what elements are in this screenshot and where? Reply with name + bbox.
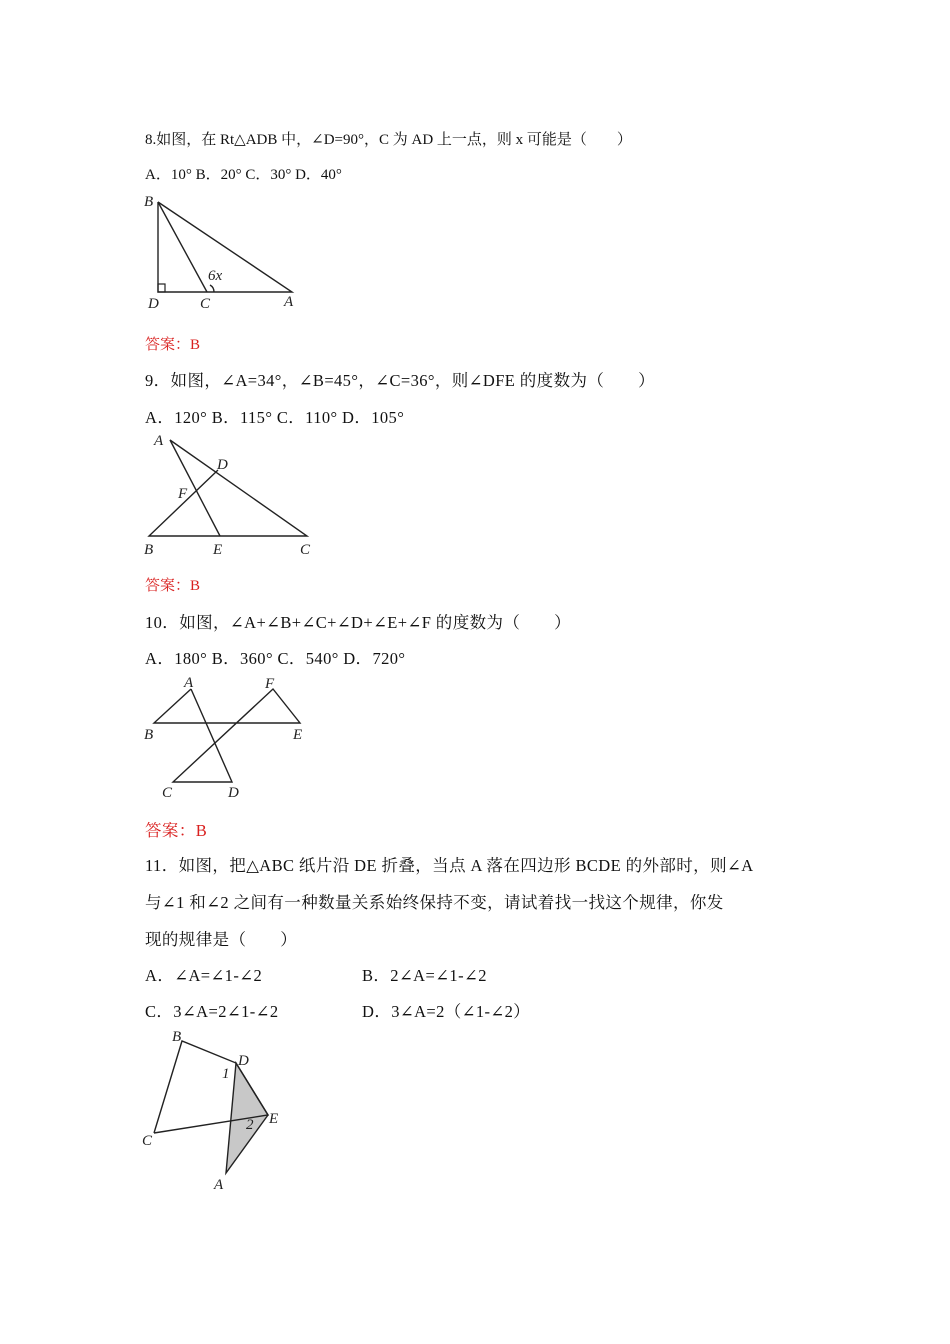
q9-label-f: F [178,486,188,502]
q9-lines-acb-bd [149,440,307,536]
q9-label-d: D [217,457,228,473]
q8-label-a: A [284,294,294,310]
q10-label-c: C [162,785,173,801]
q10-label-e: E [293,727,303,743]
q11-label-d: D [238,1053,249,1069]
q9-question: 9．如图，∠A=34°，∠B=45°，∠C=36°，则∠DFE 的度数为（ ） [145,371,655,390]
q8-label-c: C [200,296,211,312]
q11-question-line3: 现的规律是（ ） [145,930,298,949]
q10-label-d: D [228,785,239,801]
q11-option-c: C．3∠A=2∠1-∠2 [145,1002,279,1021]
q9-figure [140,428,320,563]
q9-label-e: E [213,542,223,558]
q10-figure [140,672,320,802]
q8-right-angle-mark [158,284,165,292]
q9-label-b: B [144,542,154,558]
q8-segment-bc [158,202,207,292]
q8-question: 8.如图，在 Rt△ADB 中，∠D=90°，C 为 AD 上一点，则 x 可能是（ ） [145,132,632,148]
q8-answer: 答案：B [145,337,201,353]
q11-label-e: E [269,1111,279,1127]
q10-label-b: B [144,727,154,743]
q9-label-c: C [300,542,311,558]
q8-options: A．10° B．20° C．30° D．40° [145,167,342,183]
q8-label-d: D [148,296,159,312]
q11-label-b: B [172,1029,182,1045]
q11-option-a: A．∠A=∠1-∠2 [145,966,263,985]
q9-label-a: A [154,433,164,449]
q9-answer: 答案：B [145,578,201,594]
q11-label-2: 2 [246,1117,254,1133]
q8-triangle [158,202,292,292]
q10-polyline [154,689,303,782]
q11-figure [140,1025,300,1195]
q10-question: 10．如图，∠A+∠B+∠C+∠D+∠E+∠F 的度数为（ ） [145,613,572,632]
q8-figure [140,190,310,315]
q10-label-f: F [265,676,275,692]
q11-label-1: 1 [222,1066,230,1082]
q8-angle-arc [210,285,214,292]
q10-label-a: A [184,675,194,691]
q11-label-c: C [142,1133,153,1149]
q8-label-angle: 6x [208,268,223,284]
q10-options: A．180° B．360° C．540° D．720° [145,649,406,668]
q11-question-line1: 11．如图，把△ABC 纸片沿 DE 折叠，当点 A 落在四边形 BCDE 的外部时，则∠A [145,856,754,875]
q11-question-line2: 与∠1 和∠2 之间有一种数量关系始终保持不变，请试着找一找这个规律，你发 [145,893,724,912]
q8-label-b: B [144,194,154,210]
q11-label-a: A [214,1177,224,1193]
q9-options: A．120° B．115° C．110° D．105° [145,408,405,427]
q11-option-d: D．3∠A=2（∠1-∠2） [362,1002,531,1021]
q11-option-b: B．2∠A=∠1-∠2 [362,966,487,985]
q10-answer: 答案：B [145,821,208,840]
